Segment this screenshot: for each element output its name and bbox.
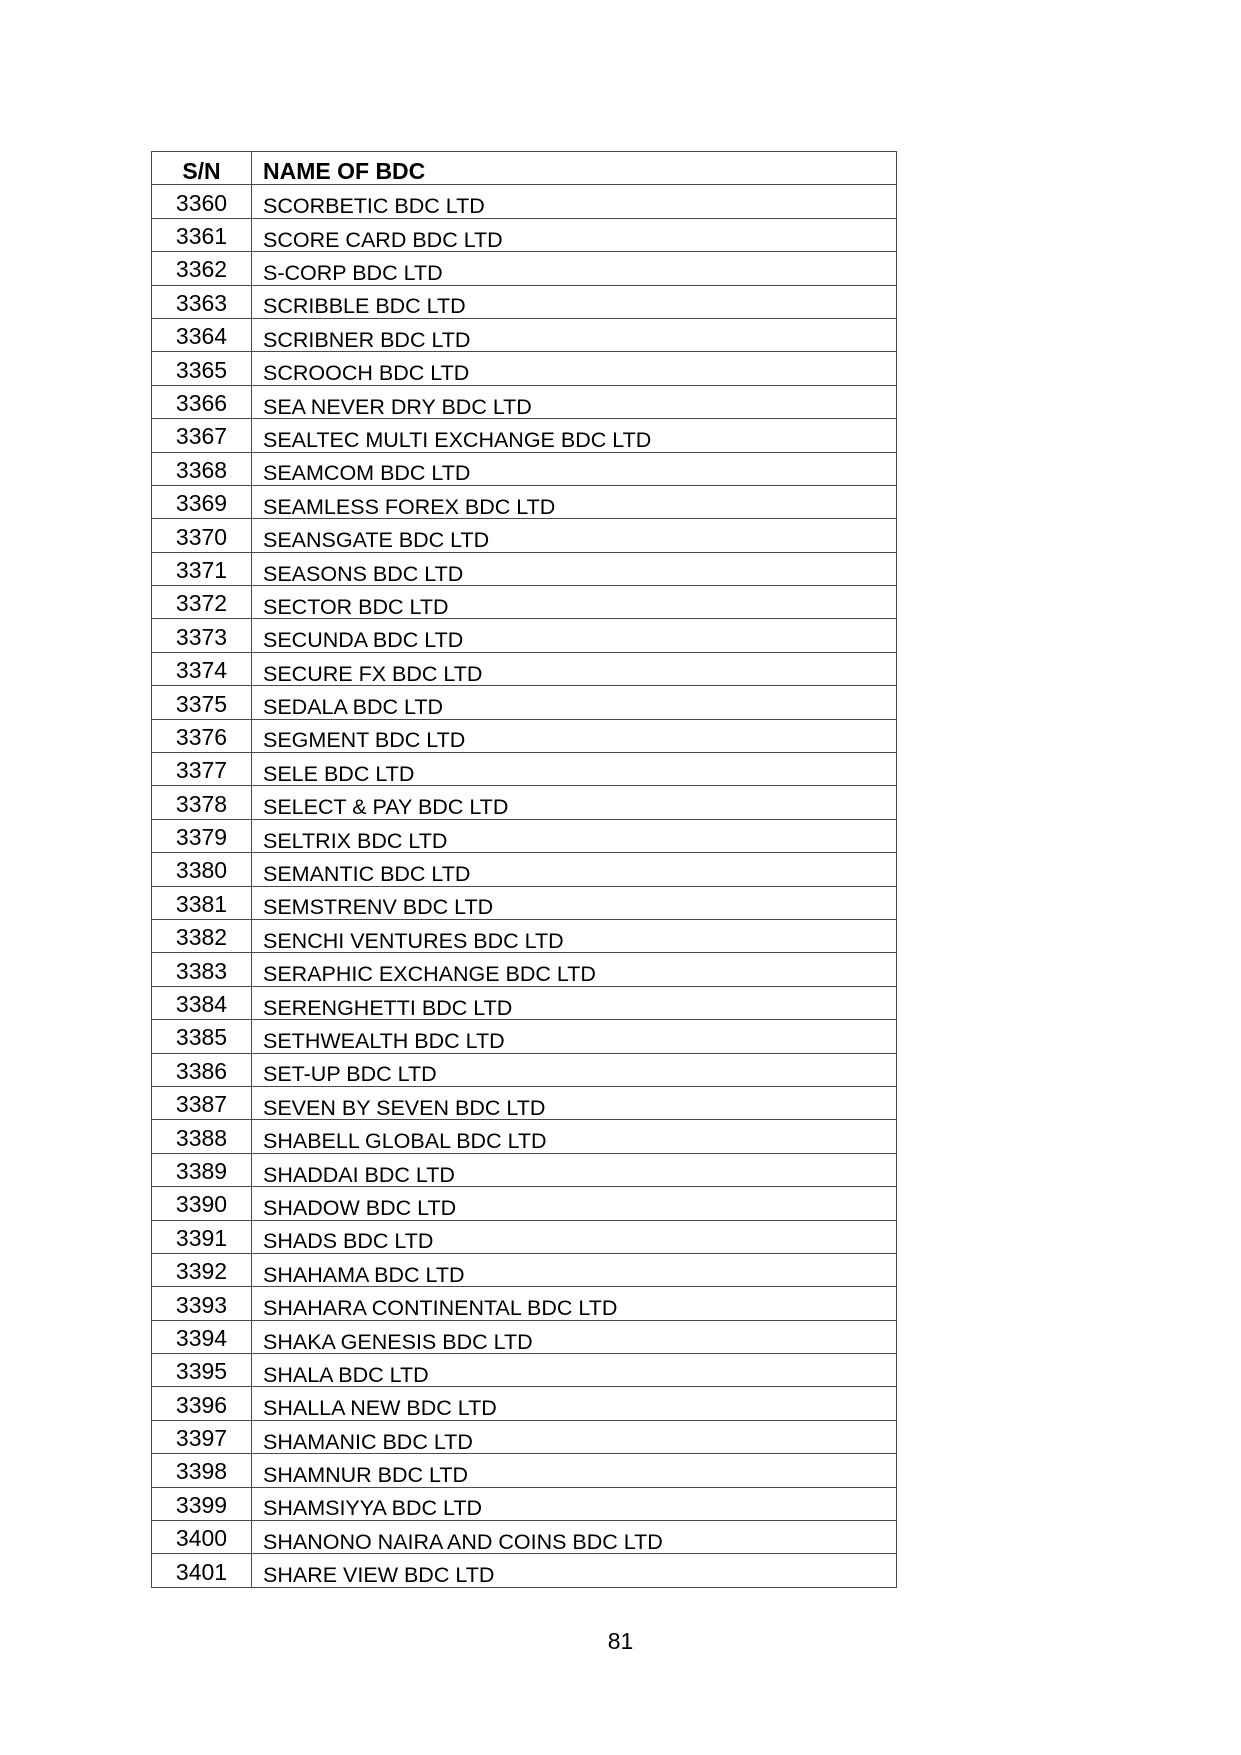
table-row [152,318,897,351]
serial-number-cell: 3378 [152,786,252,819]
serial-number-cell: 3362 [152,252,252,285]
table-row [152,1020,897,1053]
serial-number-cell: 3371 [152,552,252,585]
bdc-name-cell: SECUNDA BDC LTD [252,619,897,652]
table-row [152,986,897,1019]
serial-number-cell: 3389 [152,1153,252,1186]
table-row [152,1220,897,1253]
bdc-name-cell: SHABELL GLOBAL BDC LTD [252,1120,897,1153]
table-row [152,452,897,485]
bdc-name-cell: SEANSGATE BDC LTD [252,519,897,552]
serial-number-cell: 3395 [152,1354,252,1387]
bdc-name-cell: SHAMNUR BDC LTD [252,1454,897,1487]
table-row [152,1187,897,1220]
table-row [152,285,897,318]
serial-number-cell: 3380 [152,853,252,886]
bdc-name-cell: SHADDAI BDC LTD [252,1153,897,1186]
table-row [152,819,897,852]
bdc-name-cell: SEALTEC MULTI EXCHANGE BDC LTD [252,419,897,452]
serial-number-cell: 3367 [152,419,252,452]
table-row [152,485,897,518]
bdc-name-cell: SELTRIX BDC LTD [252,819,897,852]
serial-number-cell: 3400 [152,1521,252,1554]
bdc-name-cell: SEA NEVER DRY BDC LTD [252,385,897,418]
table-row [152,1387,897,1420]
bdc-name-cell: SEAMCOM BDC LTD [252,452,897,485]
bdc-name-cell: SHAMSIYYA BDC LTD [252,1487,897,1520]
bdc-name-cell: S-CORP BDC LTD [252,252,897,285]
table-row [152,886,897,919]
serial-number-cell: 3370 [152,519,252,552]
table-row [152,1354,897,1387]
table-row [152,719,897,752]
bdc-name-cell: SHADOW BDC LTD [252,1187,897,1220]
table-row [152,1320,897,1353]
serial-number-cell: 3383 [152,953,252,986]
bdc-name-cell: SELECT & PAY BDC LTD [252,786,897,819]
serial-number-cell: 3360 [152,185,252,218]
serial-number-cell: 3377 [152,753,252,786]
serial-number-cell: 3379 [152,819,252,852]
serial-number-cell: 3384 [152,986,252,1019]
table-row [152,853,897,886]
serial-number-cell: 3373 [152,619,252,652]
serial-number-cell: 3381 [152,886,252,919]
serial-number-cell: 3393 [152,1287,252,1320]
serial-number-cell: 3398 [152,1454,252,1487]
table-row [152,218,897,251]
bdc-name-cell: SCORE CARD BDC LTD [252,218,897,251]
serial-number-cell: 3364 [152,318,252,351]
serial-number-cell: 3382 [152,919,252,952]
serial-number-cell: 3396 [152,1387,252,1420]
table-row [152,419,897,452]
serial-number-cell: 3369 [152,485,252,518]
serial-number-cell: 3372 [152,586,252,619]
serial-number-cell: 3388 [152,1120,252,1153]
bdc-name-cell: SHAMANIC BDC LTD [252,1420,897,1453]
bdc-name-cell: SHAHARA CONTINENTAL BDC LTD [252,1287,897,1320]
serial-number-cell: 3374 [152,652,252,685]
table-row [152,1120,897,1153]
serial-number-cell: 3376 [152,719,252,752]
table-row [152,586,897,619]
bdc-name-cell: SELE BDC LTD [252,753,897,786]
serial-number-cell: 3397 [152,1420,252,1453]
bdc-name-cell: SCRIBNER BDC LTD [252,318,897,351]
serial-number-cell: 3361 [152,218,252,251]
table-row [152,919,897,952]
serial-number-cell: 3391 [152,1220,252,1253]
serial-number-cell: 3363 [152,285,252,318]
bdc-name-cell: SHADS BDC LTD [252,1220,897,1253]
table-row [152,1053,897,1086]
bdc-name-cell: SEMANTIC BDC LTD [252,853,897,886]
table-row [152,619,897,652]
bdc-name-cell: SCROOCH BDC LTD [252,352,897,385]
table-row [152,1454,897,1487]
bdc-name-cell: SHARE VIEW BDC LTD [252,1554,897,1587]
table-row [152,519,897,552]
serial-number-cell: 3399 [152,1487,252,1520]
name-column-header: NAME OF BDC [252,152,897,185]
bdc-name-cell: SEVEN BY SEVEN BDC LTD [252,1086,897,1119]
table-row [152,1287,897,1320]
sn-column-header: S/N [152,152,252,185]
table-row [152,753,897,786]
table-row [152,252,897,285]
serial-number-cell: 3385 [152,1020,252,1053]
table-row [152,385,897,418]
table-row [152,1086,897,1119]
serial-number-cell: 3390 [152,1187,252,1220]
bdc-name-cell: SEASONS BDC LTD [252,552,897,585]
table-row [152,1153,897,1186]
bdc-name-cell: SHANONO NAIRA AND COINS BDC LTD [252,1521,897,1554]
table-header-row [152,152,897,185]
serial-number-cell: 3394 [152,1320,252,1353]
bdc-name-cell: SENCHI VENTURES BDC LTD [252,919,897,952]
table-row [152,1521,897,1554]
bdc-name-cell: SERENGHETTI BDC LTD [252,986,897,1019]
bdc-name-cell: SHALLA NEW BDC LTD [252,1387,897,1420]
page-number: 81 [607,1628,634,1654]
serial-number-cell: 3386 [152,1053,252,1086]
bdc-name-cell: SETHWEALTH BDC LTD [252,1020,897,1053]
serial-number-cell: 3368 [152,452,252,485]
table-row [152,953,897,986]
bdc-name-cell: SHAHAMA BDC LTD [252,1253,897,1286]
serial-number-cell: 3365 [152,352,252,385]
bdc-name-cell: SEGMENT BDC LTD [252,719,897,752]
table-row [152,786,897,819]
serial-number-cell: 3387 [152,1086,252,1119]
table-row [152,352,897,385]
bdc-table [151,151,897,1588]
bdc-name-cell: SERAPHIC EXCHANGE BDC LTD [252,953,897,986]
bdc-name-cell: SEDALA BDC LTD [252,686,897,719]
bdc-name-cell: SHALA BDC LTD [252,1354,897,1387]
serial-number-cell: 3366 [152,385,252,418]
bdc-name-cell: SECURE FX BDC LTD [252,652,897,685]
bdc-name-cell: SEMSTRENV BDC LTD [252,886,897,919]
table-row [152,185,897,218]
bdc-name-cell: SECTOR BDC LTD [252,586,897,619]
table-body [152,185,897,1587]
serial-number-cell: 3401 [152,1554,252,1587]
table-row [152,1253,897,1286]
bdc-name-cell: SCRIBBLE BDC LTD [252,285,897,318]
serial-number-cell: 3392 [152,1253,252,1286]
bdc-name-cell: SEAMLESS FOREX BDC LTD [252,485,897,518]
bdc-name-cell: SET-UP BDC LTD [252,1053,897,1086]
bdc-name-cell: SHAKA GENESIS BDC LTD [252,1320,897,1353]
bdc-name-cell: SCORBETIC BDC LTD [252,185,897,218]
table-row [152,1420,897,1453]
table-row [152,1487,897,1520]
table-row [152,552,897,585]
serial-number-cell: 3375 [152,686,252,719]
table-row [152,686,897,719]
table-row [152,1554,897,1587]
table-row [152,652,897,685]
